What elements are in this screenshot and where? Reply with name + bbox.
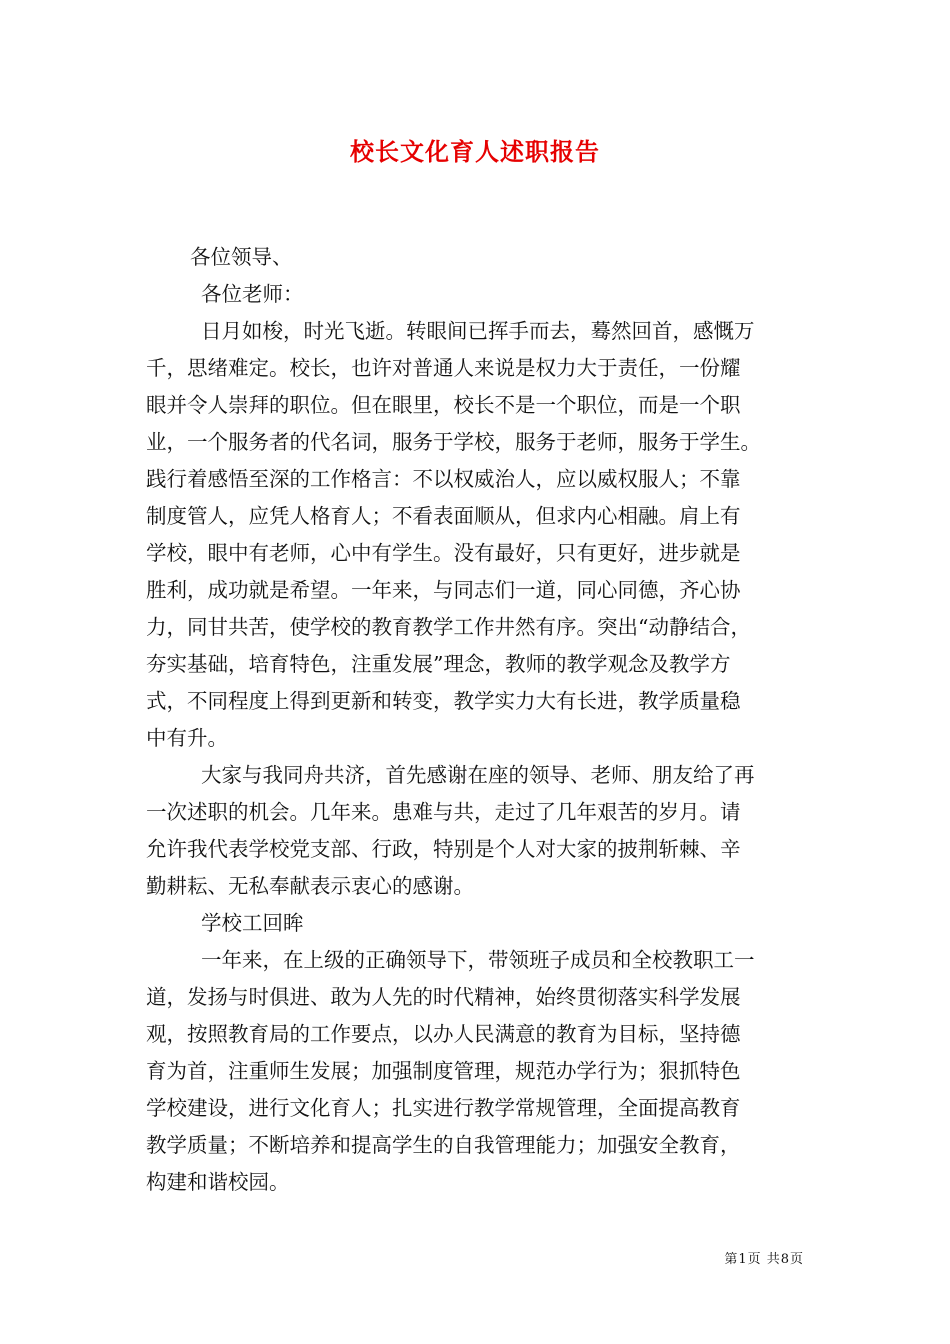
paragraph-3-line: 教学质量；不断培养和提高学生的自我管理能力；加强安全教育，	[146, 1133, 741, 1157]
greeting-teachers: 各位老师：	[201, 282, 304, 306]
paragraph-1-line: 制度管人，应凭人格育人；不看表面顺从，但求内心相融。肩上有	[146, 504, 741, 528]
paragraph-3-line: 构建和谐校园。	[146, 1170, 290, 1194]
paragraph-1-line: 眼并令人崇拜的职位。但在眼里，校长不是一个职位，而是一个职	[146, 393, 741, 417]
greeting-leaders: 各位领导、	[190, 245, 293, 269]
paragraph-1-line: 千，思绪难定。校长，也许对普通人来说是权力大于责任，一份耀	[146, 356, 741, 380]
paragraph-3-line: 观，按照教育局的工作要点，以办人民满意的教育为目标，坚持德	[146, 1022, 741, 1046]
paragraph-2-line: 允许我代表学校党支部、行政，特别是个人对大家的披荆斩棘、辛	[146, 837, 741, 861]
paragraph-1-line: 践行着感悟至深的工作格言：不以权威治人，应以威权服人；不靠	[146, 467, 741, 491]
paragraph-3-line: 一年来，在上级的正确领导下，带领班子成员和全校教职工一	[201, 948, 755, 972]
paragraph-1-line: 胜利，成功就是希望。一年来，与同志们一道，同心同德，齐心协	[146, 578, 741, 602]
paragraph-1-line: 夯实基础，培育特色，注重发展”理念，教师的教学观念及教学方	[146, 652, 731, 676]
paragraph-3-line: 育为首，注重师生发展；加强制度管理，规范办学行为；狠抓特色	[146, 1059, 741, 1083]
paragraph-2-line: 一次述职的机会。几年来。患难与共，走过了几年艰苦的岁月。请	[146, 800, 741, 824]
page-number: 第1页 共8页	[724, 1252, 804, 1267]
paragraph-1-line: 中有升。	[146, 726, 228, 750]
paragraph-1-line: 业，一个服务者的代名词，服务于学校，服务于老师，服务于学生。	[146, 430, 761, 454]
paragraph-1-line: 式，不同程度上得到更新和转变，教学实力大有长进，教学质量稳	[146, 689, 741, 713]
paragraph-1-line: 力，同甘共苦，使学校的教育教学工作井然有序。突出“动静结合，	[146, 615, 751, 639]
paragraph-2-line: 勤耕耘、无私奉献表示衷心的感谢。	[146, 874, 474, 898]
paragraph-2-line: 大家与我同舟共济，首先感谢在座的领导、老师、朋友给了再	[201, 763, 755, 787]
paragraph-3-line: 学校建设，进行文化育人；扎实进行教学常规管理，全面提高教育	[146, 1096, 741, 1120]
paragraph-1-line: 学校，眼中有老师，心中有学生。没有最好，只有更好，进步就是	[146, 541, 741, 565]
paragraph-3-line: 道，发扬与时俱进、敢为人先的时代精神，始终贯彻落实科学发展	[146, 985, 741, 1009]
document-title: 校长文化育人述职报告	[350, 137, 600, 166]
paragraph-1-line: 日月如梭，时光飞逝。转眼间已挥手而去，蓦然回首，感慨万	[201, 319, 755, 343]
section-heading: 学校工回眸	[201, 911, 304, 935]
